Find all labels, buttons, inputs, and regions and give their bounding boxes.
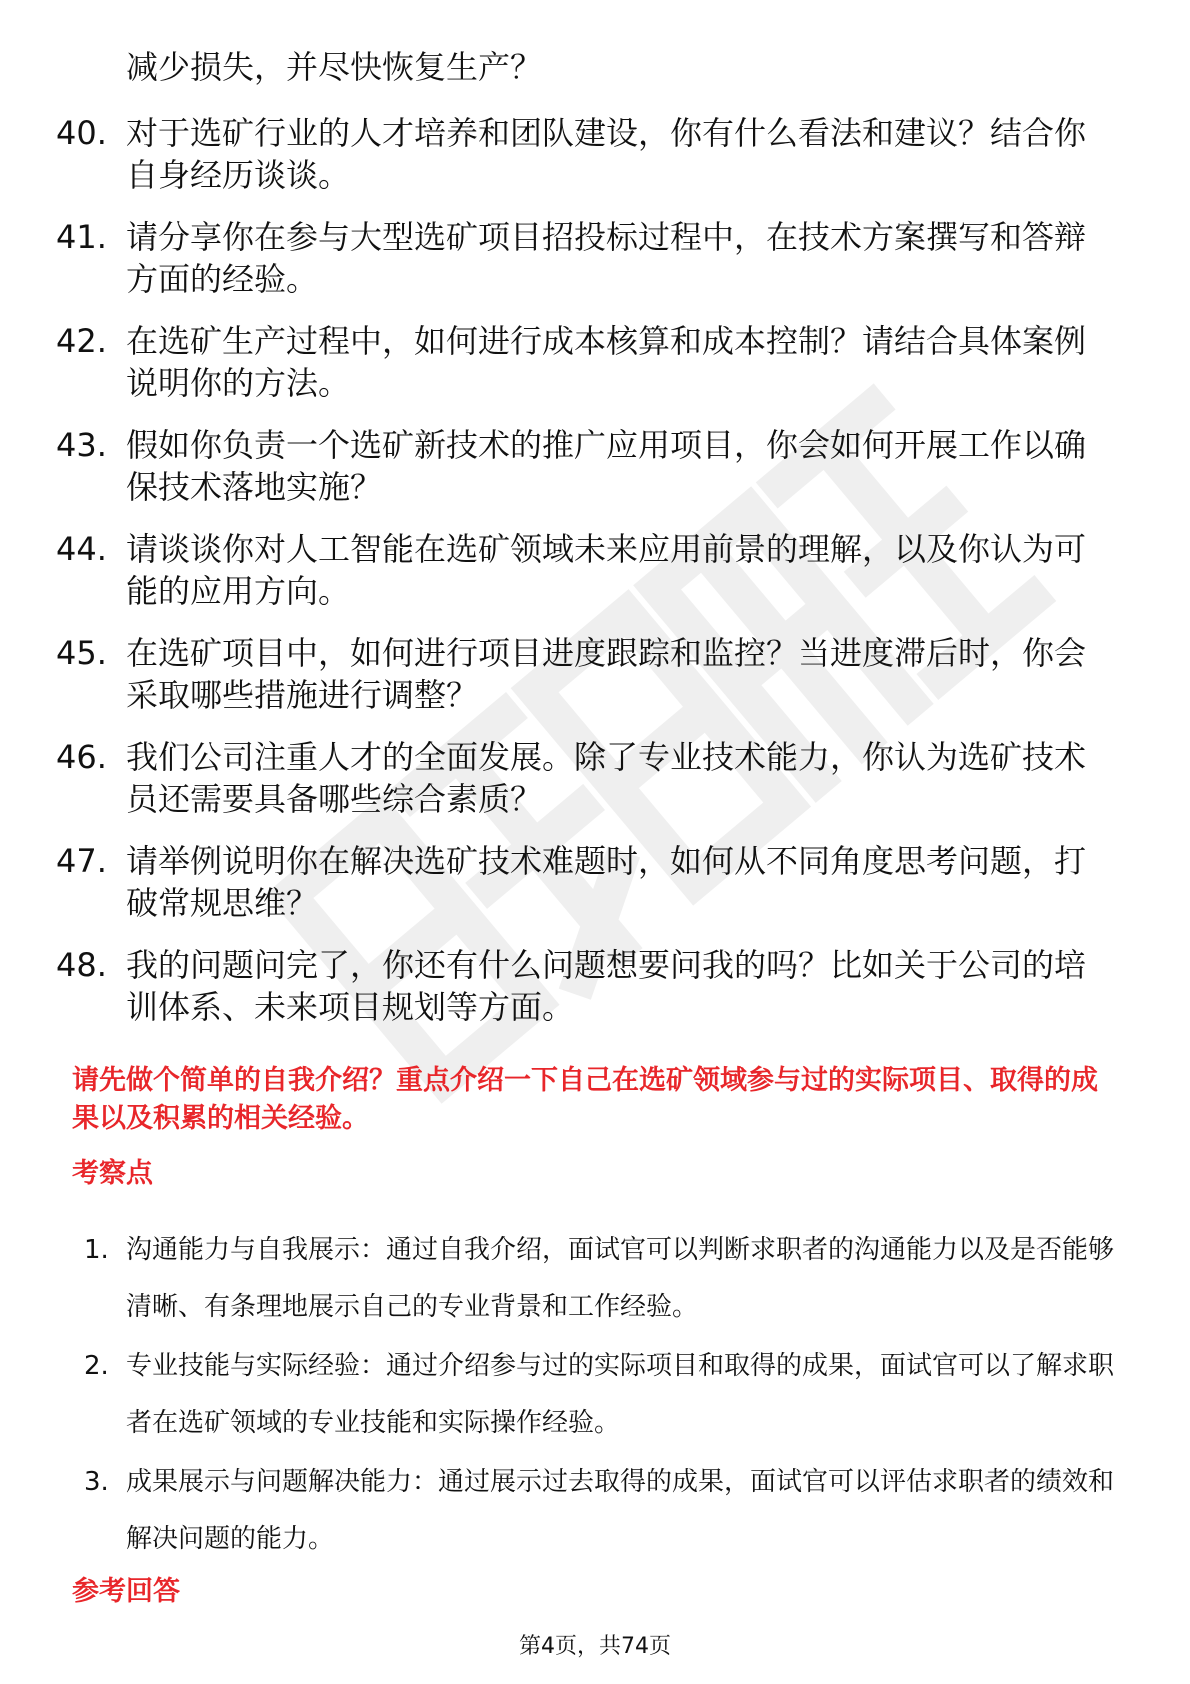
list-item [84, 1338, 1114, 1452]
list-item [56, 424, 1116, 508]
point-text: 成果展示与问题解决能力：通过展示过去取得的成果，面试官可以评估求职者的绩效和解决问题的能力。 [126, 1467, 1115, 1554]
question-number: 43. [56, 426, 107, 464]
question-text: 在选矿生产过程中，如何进行成本核算和成本控制？请结合具体案例说明你的方法。 [126, 322, 1087, 402]
list-item [56, 632, 1116, 716]
question-text: 在选矿项目中，如何进行项目进度跟踪和监控？当进度滞后时，你会采取哪些措施进行调整？ [126, 634, 1087, 714]
list-item [56, 112, 1116, 196]
highlight-question: 请先做个简单的自我介绍？重点介绍一下自己在选矿领域参与过的实际项目、取得的成果以及积累的相关经验。 [72, 1065, 1098, 1134]
question-text: 对于选矿行业的人才培养和团队建设，你有什么看法和建议？结合你自身经历谈谈。 [126, 114, 1087, 194]
point-text: 沟通能力与自我展示：通过自我介绍，面试官可以判断求职者的沟通能力以及是否能够清晰、有条理地展示自己的专业背景和工作经验。 [126, 1235, 1115, 1322]
question-text: 请谈谈你对人工智能在选矿领域未来应用前景的理解，以及你认为可能的应用方向。 [126, 530, 1087, 610]
point-number: 1. [84, 1235, 109, 1265]
question-number: 40. [56, 114, 107, 152]
point-number: 3. [84, 1467, 109, 1497]
list-item [56, 736, 1116, 820]
question-number: 41. [56, 218, 107, 256]
question-text: 请举例说明你在解决选矿技术难题时，如何从不同角度思考问题，打破常规思维？ [126, 842, 1087, 922]
section-heading-answer: 参考回答 [72, 1576, 180, 1607]
question-number: 47. [56, 842, 107, 880]
question-number: 42. [56, 322, 107, 360]
point-text: 专业技能与实际经验：通过介绍参与过的实际项目和取得的成果，面试官可以了解求职者在选矿领域的专业技能和实际操作经验。 [126, 1351, 1115, 1438]
question-number: 44. [56, 530, 107, 568]
question-text: 我们公司注重人才的全面发展。除了专业技术能力，你认为选矿技术员还需要具备哪些综合素质？ [126, 738, 1087, 818]
list-item [56, 840, 1116, 924]
question-text: 我的问题问完了，你还有什么问题想要问我的吗？比如关于公司的培训体系、未来项目规划等方面。 [126, 946, 1087, 1026]
list-item [56, 944, 1116, 1028]
points-list [84, 1222, 1114, 1570]
list-item [84, 1222, 1114, 1336]
list-item [56, 320, 1116, 404]
list-item [56, 216, 1116, 300]
list-item [56, 528, 1116, 612]
page-number-footer: 第4页，共74页 [519, 1634, 671, 1659]
point-number: 2. [84, 1351, 109, 1381]
list-item [84, 1454, 1114, 1568]
question-list [56, 112, 1116, 1048]
question-text: 假如你负责一个选矿新技术的推广应用项目，你会如何开展工作以确保技术落地实施？ [126, 426, 1087, 506]
question-number: 48. [56, 946, 107, 984]
question-text: 请分享你在参与大型选矿项目招投标过程中，在技术方案撰写和答辩方面的经验。 [126, 218, 1087, 298]
section-heading-points: 考察点 [72, 1158, 153, 1189]
question-number: 46. [56, 738, 107, 776]
question-continuation: 减少损失，并尽快恢复生产？ [126, 48, 543, 86]
question-number: 45. [56, 634, 107, 672]
